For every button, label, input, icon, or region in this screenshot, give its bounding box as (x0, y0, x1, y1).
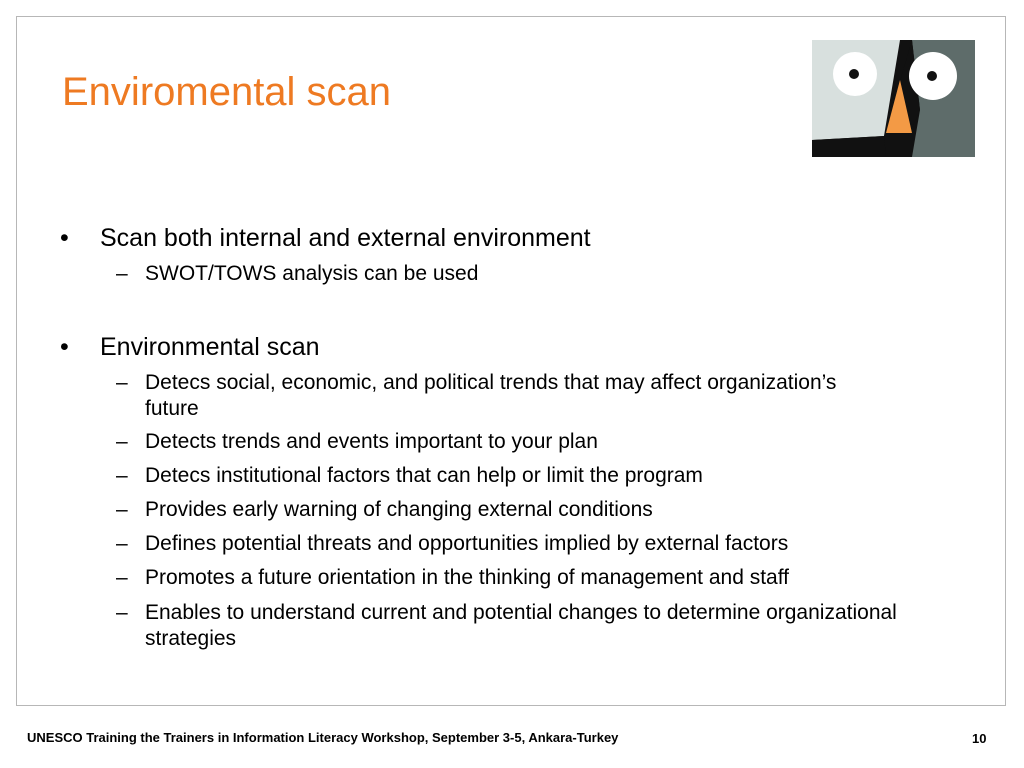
sub-bullet-marker: – (116, 566, 128, 589)
bullet-marker: • (60, 333, 69, 361)
sub-bullet-item (116, 430, 598, 454)
sub-bullet-text: Promotes a future orientation in the thinking of management and staff (145, 566, 790, 589)
sub-bullet-marker: – (116, 430, 128, 453)
sub-bullet-item (116, 498, 653, 522)
page-number: 10 (972, 731, 987, 746)
bullet-text: Scan both internal and external environment (100, 224, 591, 252)
bullet-item (60, 224, 591, 253)
sub-bullet-item (116, 532, 789, 556)
sub-bullet-text: Detecs institutional factors that can help or limit the program (145, 464, 703, 487)
sub-bullet-text: Detects trends and events important to your plan (145, 430, 598, 453)
sub-bullet-text: Defines potential threats and opportunities implied by external factors (145, 532, 789, 555)
slide-title: Enviromental scan (62, 70, 392, 114)
footer-text: UNESCO Training the Trainers in Information Literacy Workshop, September 3-5, Ankara-Turkey (27, 730, 619, 745)
sub-bullet-text: Detecs social, economic, and political trends that may affect organization’s future (145, 371, 837, 420)
sub-bullet-marker: – (116, 464, 128, 487)
sub-bullet-text: Enables to understand current and potential changes to determine organizational strategies (145, 601, 897, 650)
bullet-item (60, 333, 320, 362)
sub-bullet-item (116, 566, 790, 590)
sub-bullet-item (116, 262, 479, 286)
sub-bullet-marker: – (116, 532, 128, 555)
bullet-text: Environmental scan (100, 333, 320, 361)
sub-bullet-marker: – (116, 498, 128, 521)
sub-bullet-marker: – (116, 262, 128, 285)
sub-bullet-text: SWOT/TOWS analysis can be used (145, 262, 479, 285)
sub-bullet-text: Provides early warning of changing external conditions (145, 498, 653, 521)
sub-bullet-item (116, 370, 845, 422)
sub-bullet-marker: – (116, 371, 128, 394)
sub-bullet-marker: – (116, 601, 128, 624)
bullet-marker: • (60, 224, 69, 252)
sub-bullet-item (116, 464, 703, 488)
sub-bullet-item (116, 600, 935, 652)
